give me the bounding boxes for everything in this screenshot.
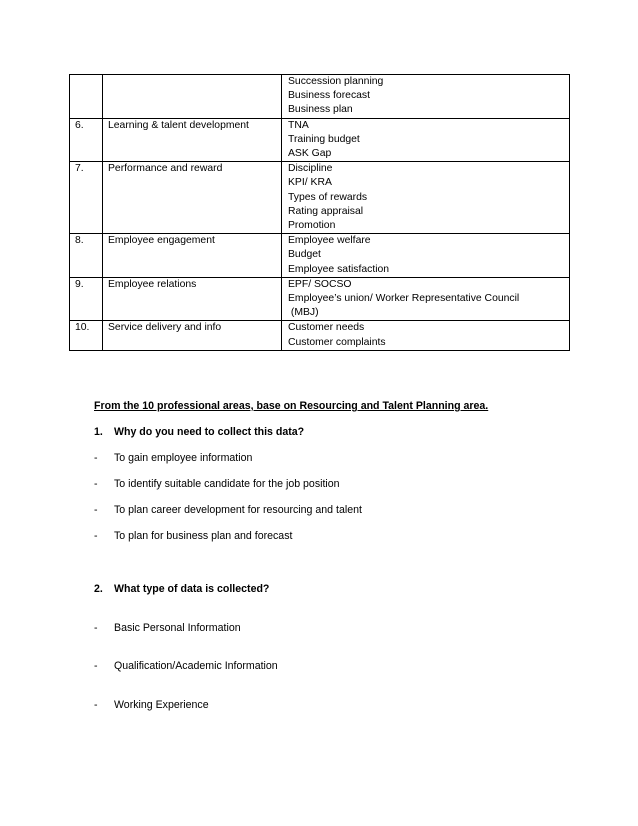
area-item: Types of rewards: [288, 191, 368, 203]
area-item: Training budget: [288, 133, 360, 145]
area-name: Employee engagement: [103, 234, 282, 278]
answer-text: Basic Personal Information: [114, 622, 241, 634]
area-item: Customer complaints: [288, 336, 386, 348]
list-item: [94, 504, 362, 516]
answer-text: Working Experience: [114, 699, 209, 711]
bullet-dash: -: [94, 699, 98, 711]
list-item: [94, 622, 241, 634]
question-number: 1.: [94, 426, 103, 438]
area-items: [282, 162, 570, 234]
bullet-dash: -: [94, 530, 98, 542]
row-number: 7.: [70, 162, 103, 234]
area-item: Rating appraisal: [288, 205, 364, 217]
area-item: Customer needs: [288, 322, 365, 334]
area-item: Business forecast: [288, 90, 371, 102]
area-item: (MBJ): [288, 307, 319, 319]
table-row: [70, 321, 570, 350]
list-item: [94, 660, 278, 672]
area-name: Service delivery and info: [103, 321, 282, 350]
answer-text: To plan career development for resourcing and talent: [114, 504, 362, 516]
question-2: [94, 583, 269, 595]
area-item: Employee’s union/ Worker Representative Council: [288, 293, 520, 305]
area-item: Employee satisfaction: [288, 263, 390, 275]
area-item: EPF/ SOCSO: [288, 278, 352, 290]
bullet-dash: -: [94, 504, 98, 516]
row-number: [70, 75, 103, 119]
answer-text: To plan for business plan and forecast: [114, 530, 293, 542]
table-row: [70, 75, 570, 119]
answer-text: Qualification/Academic Information: [114, 660, 278, 672]
question-number: 2.: [94, 583, 103, 595]
row-number: 8.: [70, 234, 103, 278]
area-item: TNA: [288, 119, 309, 131]
area-name: Learning & talent development: [103, 118, 282, 162]
list-item: [94, 530, 292, 542]
area-items: [282, 234, 570, 278]
answer-text: To gain employee information: [114, 452, 253, 464]
row-number: 6.: [70, 118, 103, 162]
area-item: Employee welfare: [288, 235, 371, 247]
area-item: KPI/ KRA: [288, 177, 332, 189]
area-items: [282, 321, 570, 350]
list-item: [94, 699, 209, 711]
table-row: [70, 277, 570, 321]
table-row: [70, 234, 570, 278]
professional-areas-table: [69, 74, 570, 351]
table-row: [70, 118, 570, 162]
area-name: [103, 75, 282, 119]
answer-text: To identify suitable candidate for the job position: [114, 478, 340, 490]
row-number: 9.: [70, 277, 103, 321]
table-row: [70, 162, 570, 234]
area-item: Discipline: [288, 163, 333, 175]
area-items: [282, 75, 570, 119]
area-item: Succession planning: [288, 76, 384, 87]
area-name: Performance and reward: [103, 162, 282, 234]
area-items: [282, 277, 570, 321]
area-item: Promotion: [288, 220, 336, 232]
bullet-dash: -: [94, 478, 98, 490]
question-1: [94, 426, 304, 438]
area-item: ASK Gap: [288, 148, 332, 160]
area-item: Business plan: [288, 104, 353, 116]
area-name: Employee relations: [103, 277, 282, 321]
area-item: Budget: [288, 249, 321, 261]
row-number: 10.: [70, 321, 103, 350]
question-text: What type of data is collected?: [114, 583, 270, 595]
bullet-dash: -: [94, 622, 98, 634]
intro-heading: From the 10 professional areas, base on Resourcing and Talent Planning area.: [94, 400, 489, 412]
question-text: Why do you need to collect this data?: [114, 426, 305, 438]
list-item: [94, 452, 252, 464]
bullet-dash: -: [94, 452, 98, 464]
bullet-dash: -: [94, 660, 98, 672]
area-items: [282, 118, 570, 162]
list-item: [94, 478, 340, 490]
